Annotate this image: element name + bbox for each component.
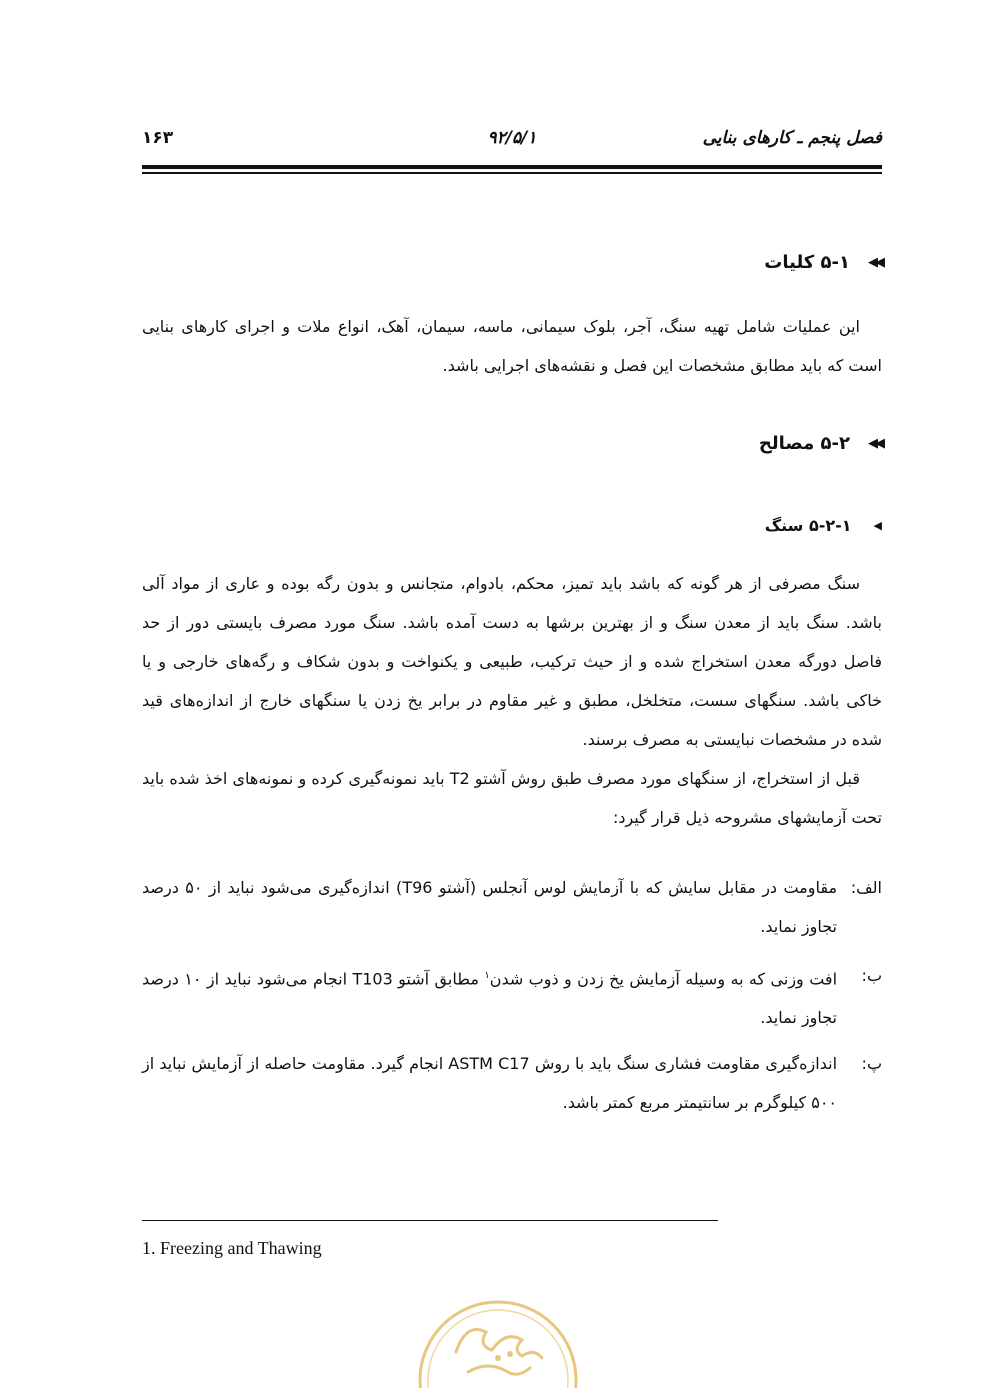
header-date: ۹۲/۵/۱ (487, 128, 537, 148)
list-label: الف: (850, 878, 882, 897)
header-rule-thick (142, 165, 882, 169)
section-title: ۵-۱ کلیات (764, 252, 850, 273)
generalities-paragraph: این عملیات شامل تهیه سنگ، آجر، بلوک سیمانی، ماسه، سیمان، آهک، انواع ملات و اجرای کارهای بنایی است که باید مطابق مشخصات این فصل و نقشه‌های اجرایی باشد. (142, 317, 882, 375)
list-label: پ: (861, 1054, 882, 1073)
list-item (142, 868, 882, 946)
footnote-separator (142, 1220, 718, 1221)
running-header (142, 128, 882, 158)
header-rule-thin (142, 172, 882, 174)
section-title: ۵-۲ مصالح (758, 433, 850, 454)
sampling-paragraph: قبل از استخراج، از سنگهای مورد مصرف طبق روش آشتو T2 باید نمونه‌گیری کرده و نمونه‌های اخذ شده باید تحت آزمایشهای مشروحه ذیل قرار گیرد: (142, 769, 882, 827)
arrow-icon: ◀ (873, 519, 882, 532)
list-item (142, 1044, 882, 1122)
section-heading-generalities (764, 252, 882, 273)
list-text: اندازه‌گیری مقاومت فشاری سنگ باید با روش ASTM C17 انجام گیرد. مقاومت حاصله از آزمایش نباید از ۵۰۰ کیلوگرم بر سانتیمتر مربع کمتر باشد. (142, 1054, 838, 1112)
list-label: ب: (861, 966, 882, 985)
footnote: 1. Freezing and Thawing (142, 1238, 322, 1258)
subsection-title: ۵-۲-۱ سنگ (764, 516, 852, 535)
list-item (142, 956, 882, 1037)
stone-paragraph: سنگ مصرفی از هر گونه که باشد باید تمیز، محکم، بادوام، متجانس و بدون رگه بوده و عاری از مواد آلی باشد. سنگ باید از معدن سنگ و از بهترین برشها به دست آمده باشد. سنگ مورد مصرف بایستی دور از حد فاصل دورگه معدن استخراج شده و از حیث ترکیب، طبیعی و یکنواخت و بدون شکاف و رگه‌های خارجی و یا خاکی باشد. سنگهای سست، متخلخل، مطبق و غیر مقاوم در برابر یخ زدن یا سنگهای خارج از اندازه‌های قید شده در مشخصات نبایستی به مصرف برسند. (142, 574, 882, 749)
double-arrow-icon: ◀◀ (868, 255, 882, 270)
page-number: ۱۶۳ (142, 128, 174, 148)
section-heading-materials (759, 433, 882, 454)
double-arrow-icon: ◀◀ (868, 436, 882, 451)
subsection-heading-stone (765, 516, 882, 535)
seal-logo-icon (398, 1280, 598, 1388)
list-text: مقاومت در مقابل سایش که با آزمایش لوس آنجلس (آشتو T96) اندازه‌گیری می‌شود نباید از ۵۰ درصد تجاوز نماید. (142, 878, 838, 936)
publisher-seal-watermark (398, 1280, 598, 1388)
footnote-reference: ۱ (484, 970, 490, 981)
chapter-title: فصل پنجم ـ کارهای بنایی (702, 128, 882, 148)
list-text: افت وزنی که به وسیله آزمایش یخ زدن و ذوب شدن$^۱$ مطابق آشتو T103 انجام می‌شود نباید از ۱۰ درصد تجاوز نماید. (142, 969, 838, 1028)
